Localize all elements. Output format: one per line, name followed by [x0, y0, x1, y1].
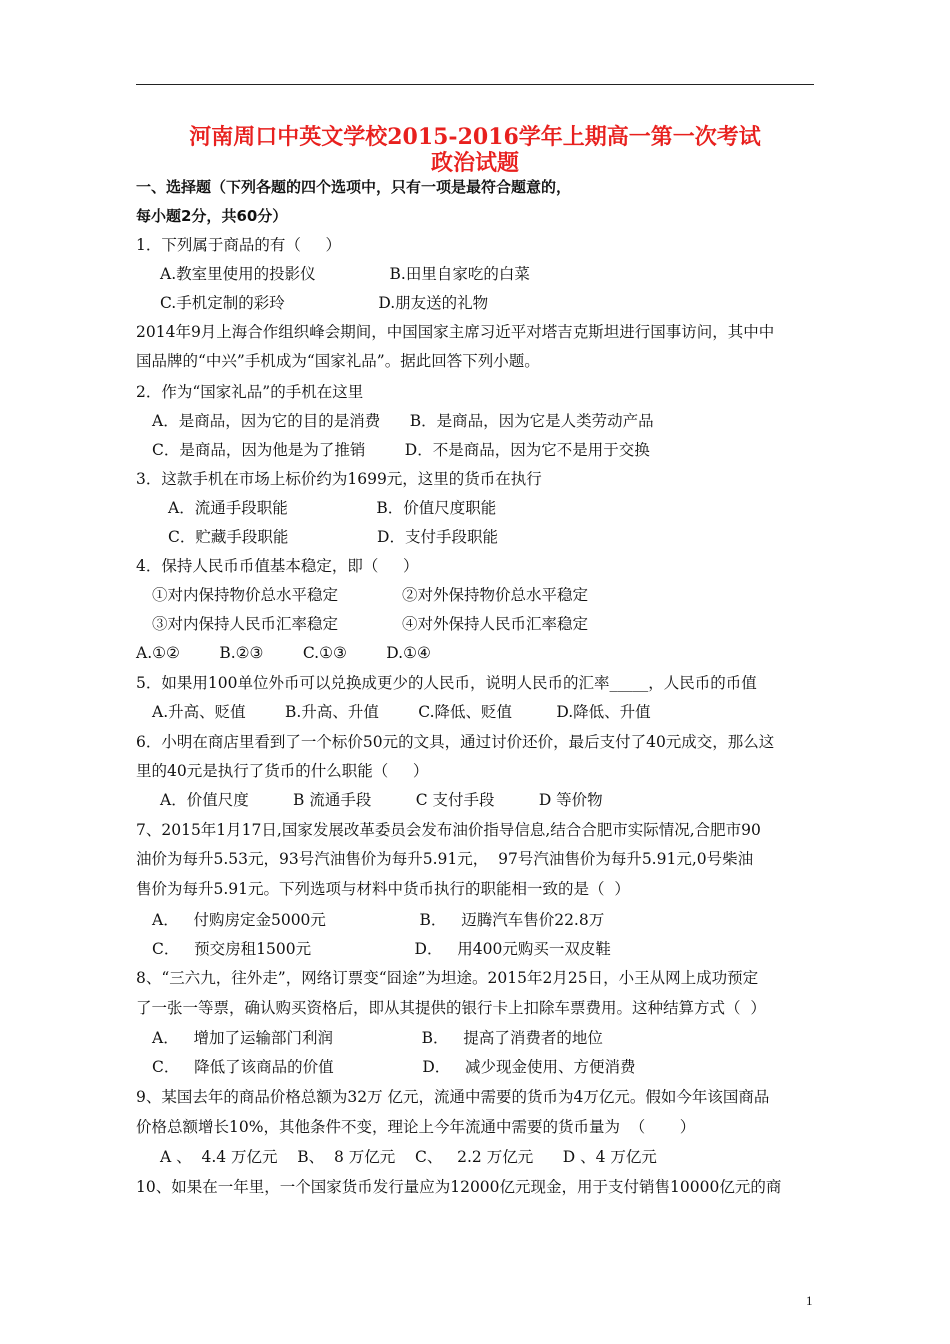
q4-options: A.①② B.②③ C.①③ D.①④ — [136, 644, 431, 662]
question-10: 10、如果在一年里，一个国家货币发行量应为12000亿元现金，用于支付销售10000亿元的商 — [136, 1178, 782, 1196]
question-7-cont: 油价为每升5.53元，93号汽油售价为每升5.91元， 97号汽油售价为每升5.91元,0号柴油 — [136, 850, 754, 868]
q2-options-ab: A．是商品，因为它的目的是消费 B．是商品，因为它是人类劳动产品 — [152, 412, 654, 430]
question-7-cont2: 售价为每升5.91元。下列选项与材料中货币执行的职能相一致的是（ ） — [136, 880, 630, 898]
question-8: 8、“三六九，往外走”，网络订票变“囧途”为坦途。2015年2月25日，小王从网上成功预定 — [136, 969, 759, 987]
q8-options-ab: A． 增加了运输部门利润 B． 提高了消费者的地位 — [152, 1029, 603, 1047]
header-rule — [136, 84, 814, 85]
material-paragraph-cont: 国品牌的“中兴”手机成为“国家礼品”。据此回答下列小题。 — [136, 352, 540, 370]
question-1: 1．下列属于商品的有（ ） — [136, 236, 341, 254]
material-paragraph: 2014年9月上海合作组织峰会期间，中国国家主席习近平对塔吉克斯坦进行国事访问，其中中 — [136, 323, 775, 341]
q7-options-cd: C． 预交房租1500元 D． 用400元购买一双皮鞋 — [152, 940, 611, 958]
q6-options: A．价值尺度 B 流通手段 C 支付手段 D 等价物 — [160, 791, 603, 809]
q8-options-cd: C． 降低了该商品的价值 D． 减少现金使用、方便消费 — [152, 1058, 636, 1076]
question-7: 7、2015年1月17日,国家发展改革委员会发布油价指导信息,结合合肥市实际情况,合肥市90 — [136, 821, 761, 839]
q2-options-cd: C．是商品，因为他是为了推销 D．不是商品，因为它不是用于交换 — [152, 441, 650, 459]
q7-options-ab: A． 付购房定金5000元 B． 迈腾汽车售价22.8万 — [152, 911, 605, 929]
q3-options-cd: C．贮藏手段职能 D．支付手段职能 — [168, 528, 498, 546]
q5-options: A.升高、贬值 B.升高、升值 C.降低、贬值 D.降低、升值 — [152, 703, 651, 721]
exam-subtitle: 政治试题 — [430, 150, 519, 176]
q1-options-ab: A.教室里使用的投影仪 B.田里自家吃的白菜 — [160, 265, 530, 283]
question-4: 4．保持人民币币值基本稳定，即（ ） — [136, 557, 419, 575]
question-8-cont: 了一张一等票，确认购买资格后，即从其提供的银行卡上扣除车票费用。这种结算方式（ ） — [136, 999, 766, 1017]
question-9: 9、某国去年的商品价格总额为32万 亿元，流通中需要的货币为4万亿元。假如今年该国商品 — [136, 1088, 770, 1106]
q1-options-cd: C.手机定制的彩玲 D.朋友送的礼物 — [160, 294, 489, 312]
question-3: 3．这款手机在市场上标价约为1699元，这里的货币在执行 — [136, 470, 542, 488]
section-heading: 一、选择题（下列各题的四个选项中，只有一项是最符合题意的， — [136, 178, 572, 196]
question-2: 2．作为“国家礼品”的手机在这里 — [136, 383, 364, 401]
q4-statements-12: ①对内保持物价总水平稳定 ②对外保持物价总水平稳定 — [152, 586, 589, 604]
question-9-cont: 价格总额增长10%，其他条件不变，理论上今年流通中需要的货币量为 （ ） — [136, 1118, 696, 1136]
section-heading-cont: 每小题2分，共60分） — [136, 207, 288, 225]
question-5: 5．如果用100单位外币可以兑换成更少的人民币，说明人民币的汇率_____，人民币的币值 — [136, 674, 757, 692]
question-6-cont: 里的40元是执行了货币的什么职能（ ） — [136, 762, 429, 780]
exam-title: 河南周口中英文学校2015-2016学年上期高一第一次考试 — [189, 124, 761, 150]
q4-statements-34: ③对内保持人民币汇率稳定 ④对外保持人民币汇率稳定 — [152, 615, 589, 633]
question-6: 6．小明在商店里看到了一个标价50元的文具，通过讨价还价，最后支付了40元成交，那么这 — [136, 733, 775, 751]
q3-options-ab: A．流通手段职能 B．价值尺度职能 — [168, 499, 497, 517]
page-number: 1 — [806, 1293, 813, 1308]
q9-options: A 、 4.4 万亿元 B、 8 万亿元 C、 2.2 万亿元 D 、4 万亿元 — [160, 1148, 657, 1166]
